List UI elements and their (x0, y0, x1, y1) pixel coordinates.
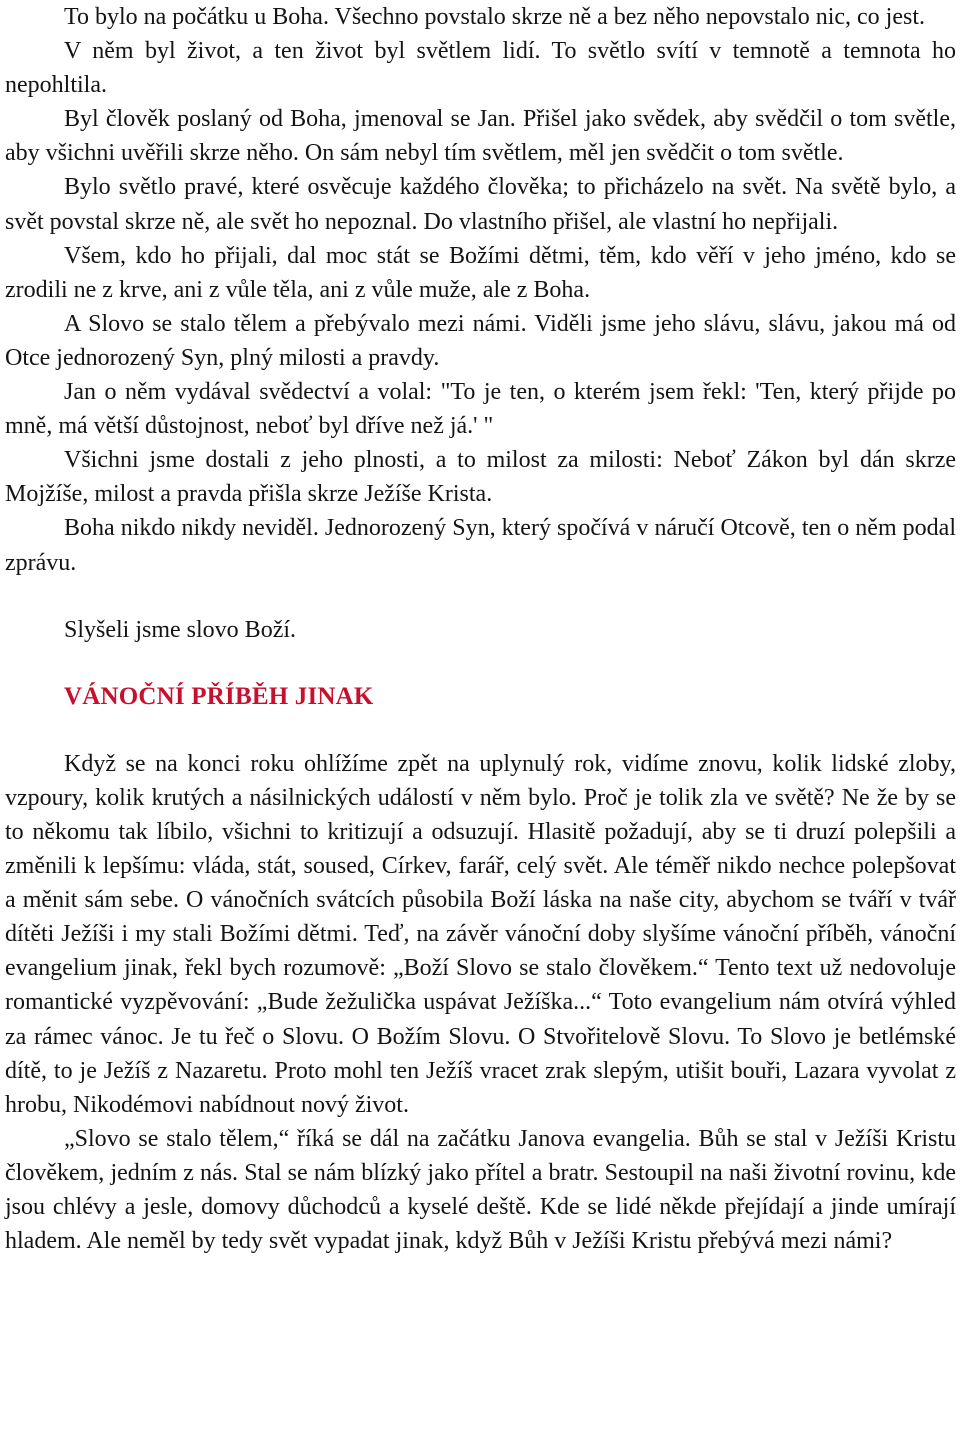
paragraph: A Slovo se stalo tělem a přebývalo mezi námi. Viděli jsme jeho slávu, slávu, jakou má od Otce jednorozený Syn, plný milosti a pravdy. (5, 310, 956, 371)
section-heading: VÁNOČNÍ PŘÍBĚH JINAK (64, 682, 374, 710)
paragraph: Byl člověk poslaný od Boha, jmenoval se Jan. Přišel jako svědek, aby svědčil o tom světle, aby všichni uvěřili skrze něho. On sám nebyl tím světlem, měl jen svědčit o tom světle. (5, 106, 956, 167)
paragraph: Boha nikdo nikdy neviděl. Jednorozený Syn, který spočívá v náručí Otcově, ten o něm podal zprávu. (5, 515, 956, 576)
paragraph: „Slovo se stalo tělem,“ říká se dál na začátku Janova evangelia. Bůh se stal v Ježíši Kristu člověkem, jedním z nás. Stal se nám blízký jako přítel a bratr. Sestoupil na naši životní rovinu, kde jsou chlévy a jesle, domovy důchodců a kyselé deště. Kde se lidé někde přejídají a jinde umírají hladem. Ale neměl by tedy svět vypadat jinak, když Bůh v Ježíši Kristu přebývá mezi námi? (5, 1125, 956, 1255)
paragraph: Všichni jsme dostali z jeho plnosti, a to milost za milosti: Neboť Zákon byl dán skrze Mojžíše, milost a pravda přišla skrze Ježíše Krista. (5, 447, 956, 508)
paragraph: Když se na konci roku ohlížíme zpět na uplynulý rok, vidíme znovu, kolik lidské zloby, vzpoury, kolik krutých a násilnických událostí v něm bylo. Proč je tolik zla ve světě? Ne že by se to někomu tak líbilo, všichni to kritizují a odsuzují. Hlasitě požadují, aby se ti druzí polepšili a změnili k lepšímu: vláda, stát, soused, Církev, farář, celý svět. Ale téměř nikdo nechce polepšovat a měnit sám sebe. O vánočních svátcích působila Boží láska na naše city, abychom se tváří v tvář dítěti Ježíši i my stali Božími dětmi. Teď, na závěr vánoční doby slyšíme vánoční příběh, vánoční evangelium jinak, řekl bych rozumově: „Boží Slovo se stalo člověkem.“ Tento text už nedovoluje romantické vyzpěvování: „Bude žežulička uspávat Ježíška...“ Toto evangelium nám otvírá výhled za rámec vánoc. Je tu řeč o Slovu. O Božím Slovu. O Stvořitelově Slovu. To Slovo je betlémské dítě, to je Ježíš z Nazaretu. Proto mohl ten Ježíš vracet zrak slepým, utišit bouři, Lazara vyvolat z hrobu, Nikodémovi nabídnout nový život. (5, 750, 956, 1118)
paragraph: Jan o něm vydával svědectví a volal: "To je ten, o kterém jsem řekl: 'Ten, který přijde po mně, má větší důstojnost, neboť byl dříve než já.' " (5, 379, 956, 440)
paragraph: Bylo světlo pravé, které osvěcuje každého člověka; to přicházelo na svět. Na světě bylo, a svět povstal skrze ně, ale svět ho nepoznal. Do vlastního přišel, ale vlastní ho nepřijali. (5, 174, 956, 235)
spacer (5, 647, 956, 680)
spacer (5, 714, 956, 747)
spacer (5, 580, 956, 613)
paragraph: To bylo na počátku u Boha. Všechno povstalo skrze ně a bez něho nepovstalo nic, co jest. (64, 4, 925, 30)
closing-line: Slyšeli jsme slovo Boží. (64, 616, 297, 643)
paragraph: V něm byl život, a ten život byl světlem lidí. To světlo svítí v temnotě a temnota ho nepohltila. (5, 38, 956, 99)
paragraph: Všem, kdo ho přijali, dal moc stát se Božími dětmi, těm, kdo věří v jeho jméno, kdo se zrodili ne z krve, ani z vůle těla, ani z vůle muže, ale z Boha. (5, 242, 956, 303)
